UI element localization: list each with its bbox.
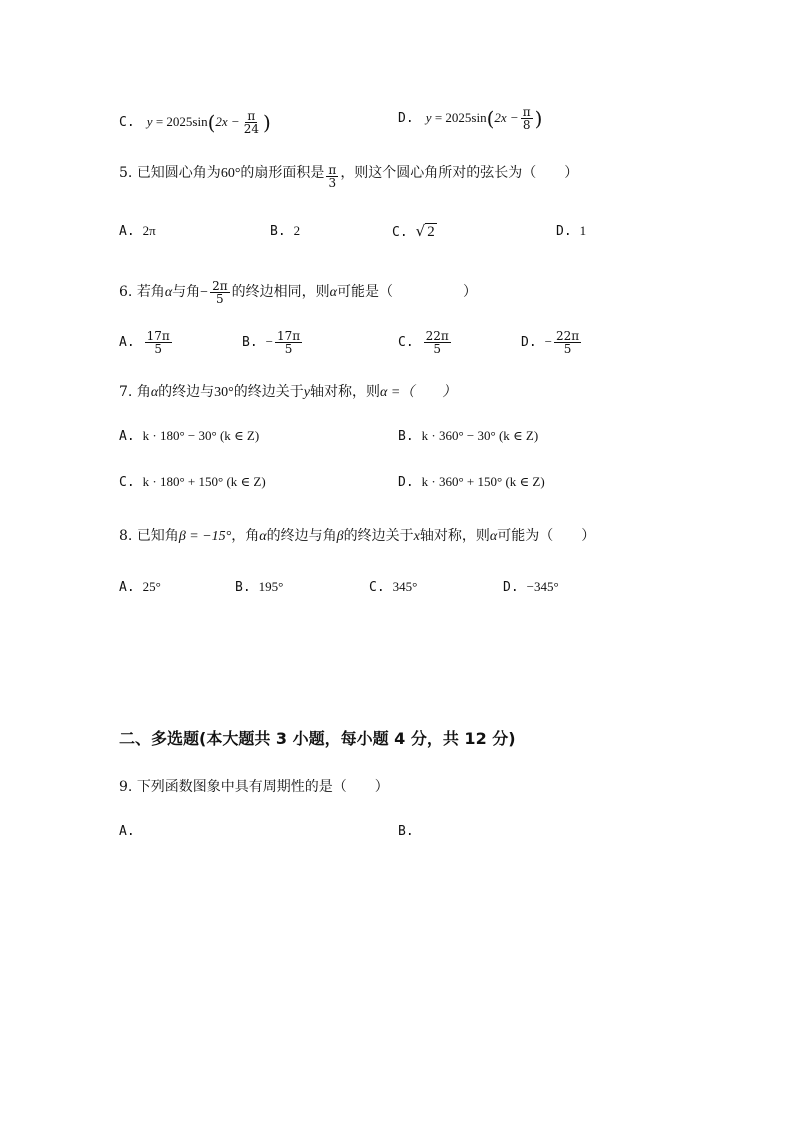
q6-option-c[interactable]: C. $\frac{22\pi}{5}$ — [398, 329, 449, 356]
q5-option-b[interactable]: B. 2 — [270, 223, 301, 239]
option-label: C. — [119, 115, 135, 130]
section-heading: 二、多选题(本大题共 3 小题，每小题 4 分，共 12 分) — [119, 729, 516, 748]
q4-option-d[interactable]: D. y = 2025sin(2x − $\frac{\pi}{8}$ ) — [398, 105, 543, 132]
q7-option-d[interactable]: D. k · 360° + 150° (k ∈ Z) — [398, 474, 545, 490]
q5-option-d[interactable]: D. 1 — [556, 223, 587, 239]
q8-option-b[interactable]: B. 195° — [235, 579, 284, 595]
arg: 2x − — [215, 114, 240, 129]
question-number: 5. — [119, 165, 133, 181]
q6-option-a[interactable]: A. $\frac{17\pi}{5}$ — [119, 329, 170, 356]
fraction: $\frac{2\pi}{5}$ — [212, 279, 228, 306]
fraction: $\frac{17\pi}{5}$ — [277, 329, 301, 356]
arg: 2x − — [494, 110, 519, 125]
q7-option-a[interactable]: A. k · 180° − 30° (k ∈ Z) — [119, 428, 260, 444]
q5-option-a[interactable]: A. 2π — [119, 223, 156, 239]
fraction: $\frac{22\pi}{5}$ — [556, 329, 580, 356]
q6-option-d[interactable]: D. − $\frac{22\pi}{5}$ — [521, 329, 580, 356]
q6-option-b[interactable]: B. − $\frac{17\pi}{5}$ — [242, 329, 301, 356]
q5-stem: 5. 已知圆心角为60°的扇形面积是 $\frac{\pi}{3}$ ，则这个圆心角所对的弦长为（ ） — [119, 163, 579, 190]
question-number: 9. — [119, 779, 133, 795]
q7-option-b[interactable]: B. k · 360° − 30° (k ∈ Z) — [398, 428, 539, 444]
q6-stem: 6. 若角α与角− $\frac{2\pi}{5}$ 的终边相同，则α可能是（ ） — [119, 279, 477, 306]
q5-option-c[interactable]: C. √ 2 — [392, 222, 435, 240]
fraction: $\frac{22\pi}{5}$ — [425, 329, 449, 356]
coef: 2025sin — [445, 110, 487, 125]
q9-option-a[interactable]: A. — [119, 824, 135, 839]
question-number: 8. — [119, 528, 133, 544]
fraction: $\frac{\pi}{24}$ — [243, 109, 259, 136]
question-number: 6. — [119, 284, 133, 300]
q8-option-c[interactable]: C. 345° — [369, 579, 418, 595]
sqrt: √ 2 — [415, 222, 435, 240]
q8-stem: 8. 已知角β = −15°，角α的终边与角β的终边关于x轴对称，则α可能为（ ） — [119, 528, 596, 544]
option-label: D. — [398, 111, 414, 126]
q7-stem: 7. 角α的终边与30°的终边关于y轴对称，则α =（ ） — [119, 384, 457, 400]
fraction: $\frac{\pi}{3}$ — [328, 163, 337, 190]
q4-option-c[interactable]: C. y = 2025sin(2x − $\frac{\pi}{24}$ ) — [119, 109, 271, 136]
q8-option-a[interactable]: A. 25° — [119, 579, 161, 595]
fraction: $\frac{17\pi}{5}$ — [146, 329, 170, 356]
question-number: 7. — [119, 384, 133, 400]
q9-stem: 9. 下列函数图象中具有周期性的是（ ） — [119, 779, 389, 795]
coef: 2025sin — [166, 114, 208, 129]
q7-option-c[interactable]: C. k · 180° + 150° (k ∈ Z) — [119, 474, 266, 490]
q9-option-b[interactable]: B. — [398, 824, 414, 839]
fraction: $\frac{\pi}{8}$ — [522, 105, 531, 132]
q8-option-d[interactable]: D. −345° — [503, 579, 559, 595]
math-y: y — [146, 114, 153, 129]
